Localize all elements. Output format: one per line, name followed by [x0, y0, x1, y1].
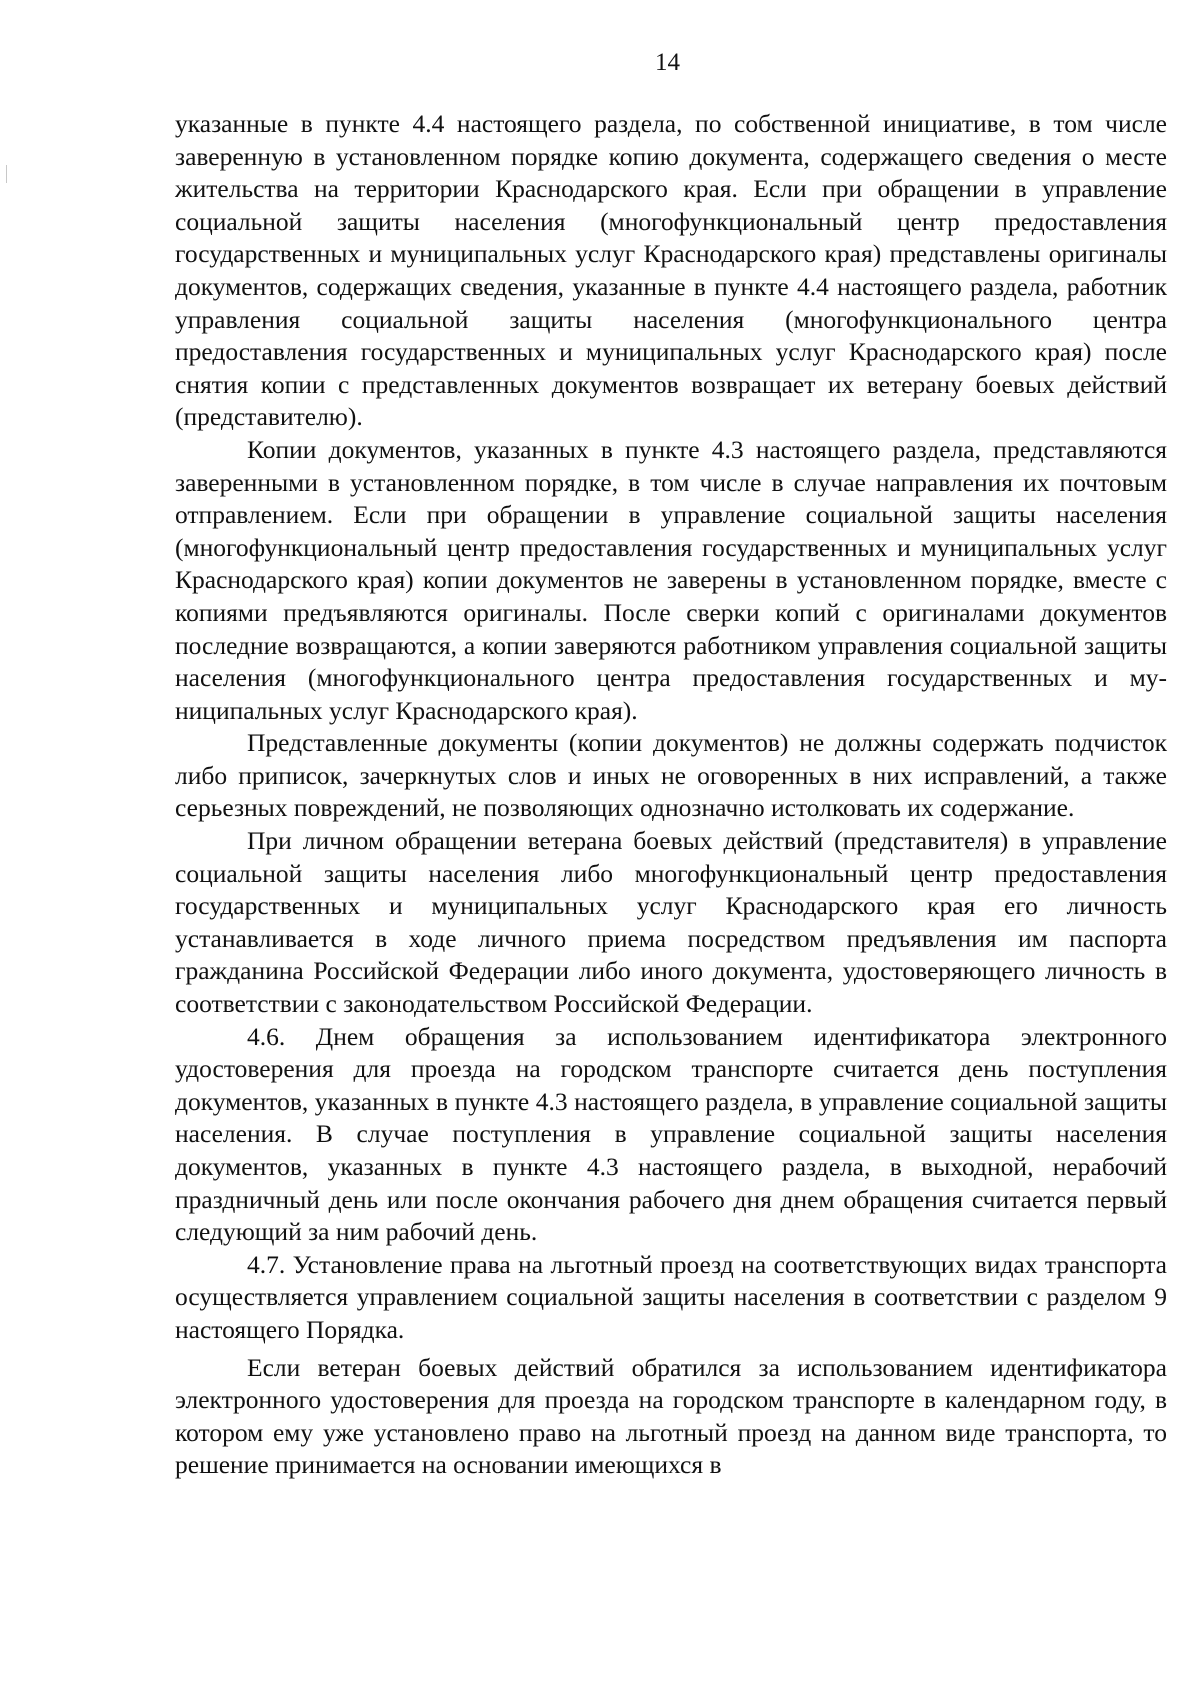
- paragraph-copies-certified: Копии документов, указанных в пункте 4.3 настоящего раздела, представляются заверенными в установленном порядке, в том числе в случае направления их почтовым отправлением. Если при обращении в управление социальной защиты населения (многофункциональный центр предоставления государственных и муниципальных услуг Краснодарского края) копии документов не заверены в установленном порядке, вместе с копиями предъявляются оригиналы. После сверки копий с оригиналами документов последние возвращаются, а копии заверяются работником управления социальной защиты населения (многофункционального центра предоставления государственных и муниципальных услуг Краснодарского края).: [175, 434, 1167, 725]
- paragraph-continuation: указанные в пункте 4.4 настоящего раздела, по собственной инициативе, в том числе заверенную в установленном порядке копию документа, содержащего сведения о месте жительства на территории Краснодарского края. Если при обращении в управление социальной защиты населения (многофункциональный центр предоставления государственных и муниципальных услуг Краснодарского края) представлены оригиналы документов, содержащих сведения, указанные в пункте 4.4 настоящего раздела, работник управления социальной защиты населения (многофункционального центра предоставления государственных и муниципальных услуг Краснодарского края) после снятия копии с представленных документов возвращает их ветерану боевых действий (представителю).: [175, 109, 1167, 432]
- paragraph-identity-verification: При личном обращении ветерана боевых действий (представителя) в управление социальной защиты населения либо многофункциональный центр предоставления государственных и муниципальных услуг Краснодарского края его личность устанавливается в ходе личного приема посредством предъявления им паспорта гражданина Российской Федерации либо иного документа, удостоверяющего личность в соответствии с законодательством Российской Федерации.: [175, 826, 1167, 1019]
- paragraph-repeat-application: Если ветеран боевых действий обратился за использованием идентификатора электронного удостоверения для проезда на городском транспорте в календарном году, в котором ему уже установлено право на льготный проезд на данном виде транспорта, то решение принимается на основании имеющихся в: [175, 1352, 1167, 1480]
- scan-margin-mark: [6, 165, 7, 183]
- paragraph-4-6: 4.6. Днем обращения за использованием идентификатора электронного удостоверения для проезда на городском транспорте считается день поступления документов, указанных в пункте 4.3 настоящего раздела, в управление социальной защиты населения. В случае поступления в управление социальной защиты населения документов, указанных в пункте 4.3 настоящего раздела, в выходной, нерабочий праздничный день или после окончания рабочего дня днем обращения считается первый следующий за ним рабочий день.: [175, 1021, 1167, 1247]
- paragraph-4-7: 4.7. Установление права на льготный проезд на соответствующих видах транспорта осуществляется управлением социальной защиты населения в соответствии с разделом 9 настоящего Порядка.: [175, 1249, 1167, 1344]
- paragraph-documents-requirements: Представленные документы (копии документов) не должны содержать подчисток либо приписок, зачеркнутых слов и иных не оговоренных в них исправлений, а также серьезных повреждений, не позволяющих однозначно истолковать их содержание.: [175, 728, 1167, 823]
- page-number: 14: [655, 49, 680, 76]
- document-body: [175, 108, 1167, 1482]
